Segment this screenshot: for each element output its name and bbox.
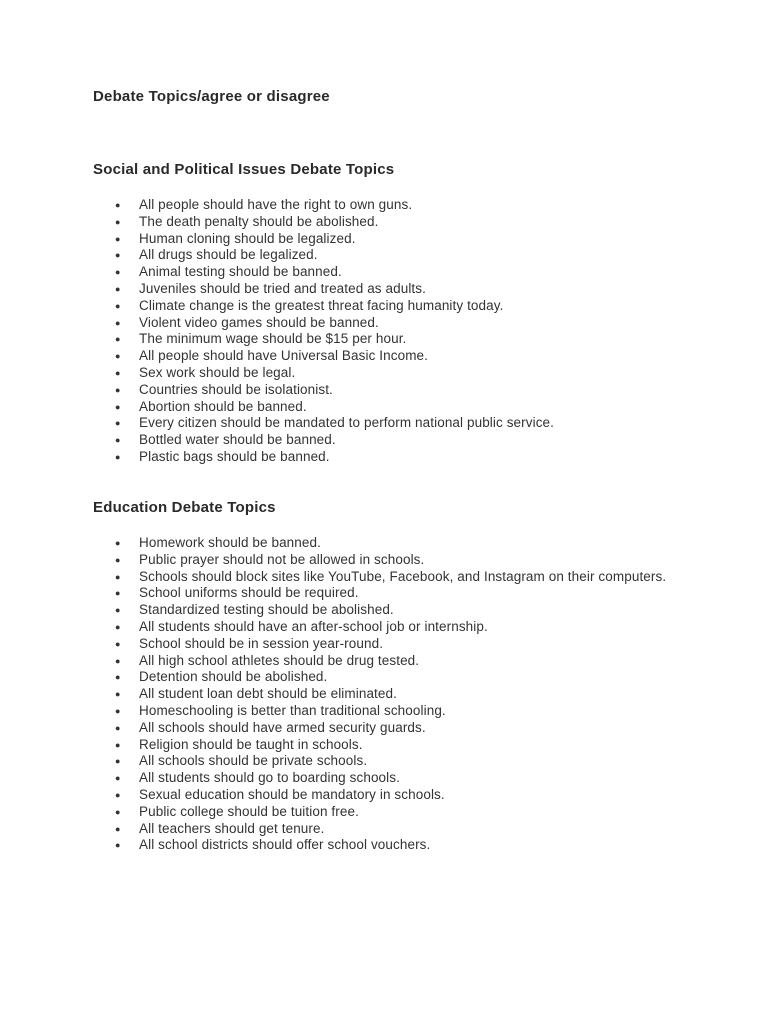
bullet-icon: ● [115,554,121,565]
bullet-icon: ● [115,655,121,666]
bullet-icon: ● [115,756,121,767]
list-item-text: All students should have an after-school job or internship. [139,618,488,634]
list-item [93,552,673,569]
list-item [93,415,673,432]
bullet-icon: ● [115,451,121,462]
list-item [93,331,673,348]
bullet-icon: ● [115,739,121,750]
bullet-icon: ● [115,538,121,548]
list-item [93,720,673,737]
list-item [93,753,673,770]
list-item [93,365,673,382]
list-item [93,315,673,332]
list-item [93,602,673,619]
list-item-text: School should be in session year-round. [139,635,384,651]
bullet-icon: ● [115,823,121,834]
list-item-text: The death penalty should be abolished. [139,213,379,229]
list-item [93,770,673,787]
bullet-icon: ● [115,435,121,446]
bullet-icon: ● [115,200,121,210]
list-item [93,432,673,449]
list-item-text: Schools should block sites like YouTube, Facebook, and Instagram on their computers. [139,568,667,584]
list-item-text: Standardized testing should be abolished. [139,602,394,618]
bullet-icon: ● [115,317,121,328]
bullet-icon: ● [115,605,121,616]
bullet-icon: ● [115,233,121,244]
list-item [93,281,673,298]
list-item [93,703,673,720]
list-item-text: Animal testing should be banned. [139,264,342,280]
bullet-icon: ● [115,267,121,278]
topic-list-social-political [93,197,673,466]
list-item-text: The minimum wage should be $15 per hour. [139,331,407,347]
list-item-text: Climate change is the greatest threat facing humanity today. [139,297,504,313]
list-item [93,247,673,264]
bullet-icon: ● [115,722,121,733]
list-item [93,569,673,586]
section-heading-education: Education Debate Topics [93,499,276,516]
list-item [93,585,673,602]
bullet-icon: ● [115,789,121,800]
list-item [93,804,673,821]
list-item-text: Homework should be banned. [139,535,321,550]
bullet-icon: ● [115,621,121,632]
topic-list-education [93,535,673,854]
list-item [93,787,673,804]
list-item-text: Bottled water should be banned. [139,432,336,448]
bullet-icon: ● [115,806,121,817]
list-item-text: All school districts should offer school vouchers. [139,837,431,853]
list-item [93,636,673,653]
list-item-text: All teachers should get tenure. [139,820,325,836]
bullet-icon: ● [115,705,121,716]
list-item [93,399,673,416]
list-item [93,382,673,399]
bullet-icon: ● [115,689,121,700]
bullet-icon: ● [115,588,121,599]
list-item-text: Juveniles should be tried and treated as adults. [139,280,426,296]
list-item-text: Countries should be isolationist. [139,381,333,397]
list-item-text: Detention should be abolished. [139,669,328,685]
list-item-text: Human cloning should be legalized. [139,230,356,246]
list-item-text: Sexual education should be mandatory in schools. [139,786,445,802]
bullet-icon: ● [115,300,121,311]
list-item-text: All people should have the right to own guns. [139,197,413,212]
bullet-icon: ● [115,571,121,582]
list-item-text: All schools should be private schools. [139,753,368,769]
document-title: Debate Topics/agree or disagree [93,88,330,105]
bullet-icon: ● [115,773,121,784]
list-item-text: All students should go to boarding schools. [139,770,400,786]
list-item-text: Every citizen should be mandated to perform national public service. [139,415,555,431]
list-item-text: All drugs should be legalized. [139,247,318,263]
bullet-icon: ● [115,840,121,851]
list-item [93,197,673,214]
list-item-text: All schools should have armed security guards. [139,719,426,735]
list-item [93,449,673,466]
list-item-text: All high school athletes should be drug tested. [139,652,420,668]
list-item-text: Religion should be taught in schools. [139,736,363,752]
list-item [93,619,673,636]
list-item-text: Violent video games should be banned. [139,314,379,330]
list-item-text: All student loan debt should be eliminated. [139,686,397,702]
list-item-text: Abortion should be banned. [139,398,307,414]
list-item [93,348,673,365]
bullet-icon: ● [115,250,121,261]
list-item-text: Public prayer should not be allowed in schools. [139,551,425,567]
list-item [93,837,673,854]
bullet-icon: ● [115,418,121,429]
list-item-text: All people should have Universal Basic Income. [139,348,429,364]
list-item [93,535,673,552]
bullet-icon: ● [115,401,121,412]
list-item [93,686,673,703]
list-item [93,214,673,231]
list-item-text: Homeschooling is better than traditional schooling. [139,702,446,718]
list-item-text: Plastic bags should be banned. [139,448,330,464]
bullet-icon: ● [115,216,121,227]
bullet-icon: ● [115,334,121,345]
bullet-icon: ● [115,283,121,294]
list-item [93,737,673,754]
bullet-icon: ● [115,367,121,378]
list-item-text: School uniforms should be required. [139,585,359,601]
list-item [93,264,673,281]
bullet-icon: ● [115,351,121,362]
list-item-text: Sex work should be legal. [139,364,296,380]
bullet-icon: ● [115,672,121,683]
list-item [93,231,673,248]
bullet-icon: ● [115,384,121,395]
list-item-text: Public college should be tuition free. [139,803,359,819]
list-item [93,653,673,670]
list-item [93,669,673,686]
list-item [93,821,673,838]
bullet-icon: ● [115,638,121,649]
section-heading-social-political: Social and Political Issues Debate Topics [93,161,395,178]
list-item [93,298,673,315]
